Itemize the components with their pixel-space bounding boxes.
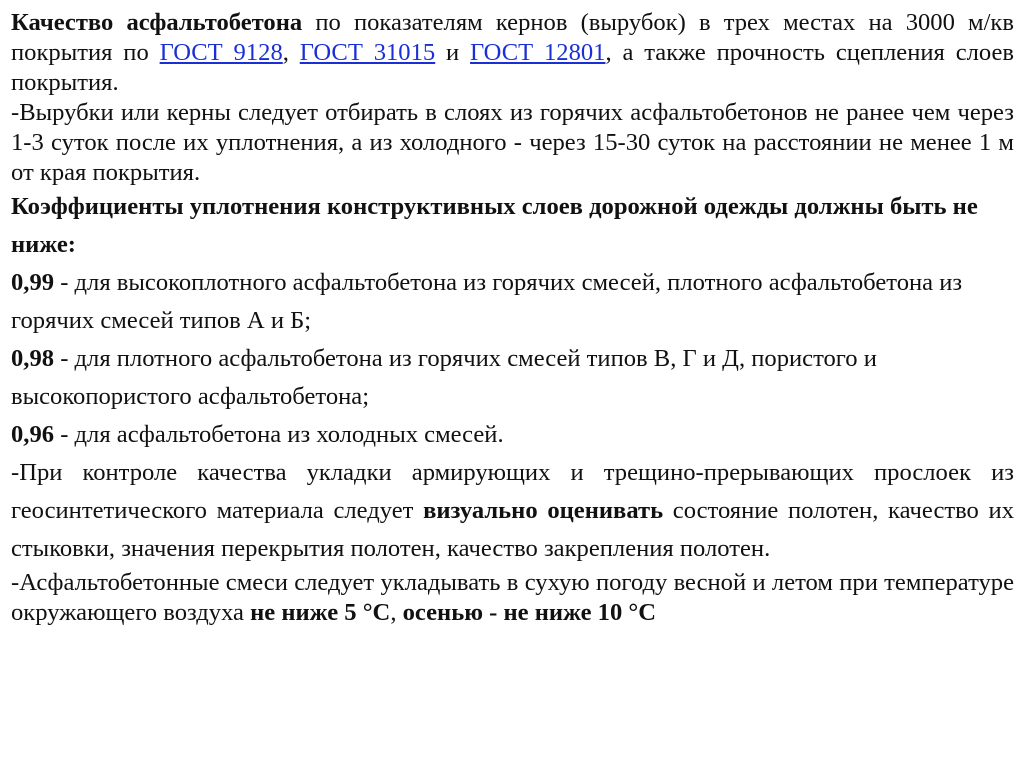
coefficient-description: - для асфальтобетона из холодных смесей.	[54, 421, 504, 448]
link-gost-12801[interactable]: ГОСТ 12801	[470, 39, 606, 66]
text-segment: и	[435, 39, 471, 66]
coefficient-item	[11, 340, 1014, 416]
text-segment: по показателям кернов (вырубок) в трех местах на 3000 м/кв покрытия по	[11, 9, 1014, 66]
paragraph-laying-conditions	[11, 568, 1014, 628]
heading-compaction-coefficients	[11, 188, 1014, 264]
text-segment: состояние полотен, качество их стыковки, значения перекрытия полотен, качество закрепления полотен.	[11, 497, 1014, 562]
paragraph-geosynthetic	[11, 454, 1014, 568]
link-gost-9128[interactable]: ГОСТ 9128	[159, 39, 283, 66]
emphasis-min-temp-spring: не ниже 5 °С	[250, 599, 391, 626]
coefficient-item	[11, 416, 1014, 454]
term-asphalt-quality: Качество асфальтобетона	[11, 9, 303, 36]
paragraph-quality	[11, 8, 1014, 98]
coefficient-value: 0,98	[11, 345, 55, 372]
text-segment: -Асфальтобетонные смеси следует укладывать в сухую погоду весной и летом при температуре окружающего воздуха	[11, 569, 1014, 626]
emphasis-min-temp-autumn: осенью - не ниже 10 °С	[402, 599, 656, 626]
coefficient-value: 0,96	[11, 421, 55, 448]
paragraph-cores: -Вырубки или керны следует отбирать в слоях из горячих асфальтобетонов не ранее чем через 1-3 суток после их уплотнения, а из холодного - через 15-30 суток на расстоянии не менее 1 м от края покрытия.	[11, 99, 1014, 186]
text-segment: ,	[282, 39, 300, 66]
text-segment: -При контроле качества укладки армирующих и трещино-прерывающих прослоек из геосинтетического материала следует	[11, 459, 1014, 524]
coefficient-value: 0,99	[11, 269, 55, 296]
link-gost-31015[interactable]: ГОСТ 31015	[299, 39, 436, 66]
emphasis-visual-inspection: визуально оценивать	[423, 497, 664, 524]
coefficient-description: - для плотного асфальтобетона из горячих смесей типов В, Г и Д, пористого и высокопористого асфальтобетона;	[11, 345, 877, 410]
text-segment: ,	[390, 599, 403, 626]
heading-text: Коэффициенты уплотнения конструктивных слоев дорожной одежды должны быть не ниже:	[11, 193, 978, 258]
text-segment: , а также прочность сцепления слоев покрытия.	[11, 39, 1015, 96]
coefficient-item	[11, 264, 1014, 340]
coefficient-description: - для высокоплотного асфальтобетона из горячих смесей, плотного асфальтобетона из горячих смесей типов А и Б;	[11, 269, 963, 334]
